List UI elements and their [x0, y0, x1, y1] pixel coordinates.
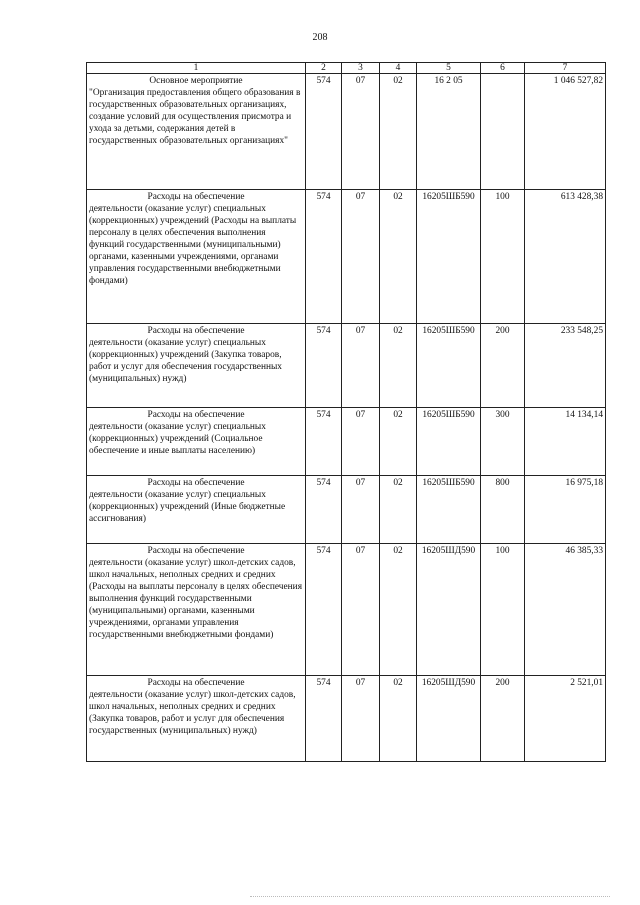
scan-artifact-line	[250, 896, 610, 900]
row-col-2: 574	[306, 74, 342, 190]
budget-table	[86, 62, 606, 762]
row-col-7: 613 428,38	[525, 190, 606, 324]
row-description: Расходы на обеспечение деятельности (оказание услуг) специальных (коррекционных) учреждений (Расходы на выплаты персоналу в целях обеспечения выполнения функций государственными (муниципальными) органами, казенными учреждениями, органами управления государственными внебюджетными фондами)	[87, 190, 306, 324]
row-col-4: 02	[380, 324, 417, 408]
row-col-3: 07	[342, 190, 380, 324]
row-col-5: 16205ШБ590	[417, 476, 481, 544]
row-col-2: 574	[306, 324, 342, 408]
row-col-5: 16205ШБ590	[417, 190, 481, 324]
header-col-5: 5	[417, 63, 481, 74]
table-row	[87, 74, 606, 190]
row-col-4: 02	[380, 544, 417, 676]
row-col-4: 02	[380, 676, 417, 762]
row-col-6	[481, 74, 525, 190]
table-row	[87, 544, 606, 676]
row-col-6: 300	[481, 408, 525, 476]
row-col-2: 574	[306, 676, 342, 762]
header-col-2: 2	[306, 63, 342, 74]
row-col-6: 200	[481, 676, 525, 762]
row-col-3: 07	[342, 324, 380, 408]
row-description: Расходы на обеспечение деятельности (оказание услуг) школ-детских садов, школ начальных, неполных средних и средних (Расходы на выплаты персоналу в целях обеспечения выполнения функций государственными (муниципальными) органами, казенными учреждениями, органами управления государственными внебюджетными фондами)	[87, 544, 306, 676]
table-header-row	[87, 63, 606, 74]
table-row	[87, 676, 606, 762]
row-col-2: 574	[306, 544, 342, 676]
row-col-5: 16205ШБ590	[417, 408, 481, 476]
row-description: Расходы на обеспечение деятельности (оказание услуг) специальных (коррекционных) учреждений (Иные бюджетные ассигнования)	[87, 476, 306, 544]
row-col-5: 16205ШД590	[417, 544, 481, 676]
row-col-2: 574	[306, 408, 342, 476]
header-col-7: 7	[525, 63, 606, 74]
row-description: Расходы на обеспечение деятельности (оказание услуг) школ-детских садов, школ начальных, неполных средних и средних (Закупка товаров, работ и услуг для обеспечения государственных (муниципальных) нужд)	[87, 676, 306, 762]
row-col-3: 07	[342, 544, 380, 676]
row-col-3: 07	[342, 74, 380, 190]
row-col-4: 02	[380, 74, 417, 190]
row-col-4: 02	[380, 408, 417, 476]
row-col-7: 46 385,33	[525, 544, 606, 676]
table-row	[87, 190, 606, 324]
row-col-6: 100	[481, 544, 525, 676]
row-col-4: 02	[380, 190, 417, 324]
header-col-3: 3	[342, 63, 380, 74]
row-col-3: 07	[342, 408, 380, 476]
row-col-4: 02	[380, 476, 417, 544]
row-description: Расходы на обеспечение деятельности (оказание услуг) специальных (коррекционных) учреждений (Закупка товаров, работ и услуг для обеспечения государственных (муниципальных) нужд)	[87, 324, 306, 408]
row-description: Основное мероприятие "Организация предоставления общего образования в государственных образовательных организациях, создание условий для осуществления присмотра и ухода за детьми, содержания детей в государственных образовательных организациях"	[87, 74, 306, 190]
table-row	[87, 324, 606, 408]
row-col-7: 233 548,25	[525, 324, 606, 408]
row-col-3: 07	[342, 476, 380, 544]
table-row	[87, 408, 606, 476]
row-col-7: 14 134,14	[525, 408, 606, 476]
row-col-7: 16 975,18	[525, 476, 606, 544]
page-number: 208	[312, 32, 328, 43]
header-col-6: 6	[481, 63, 525, 74]
row-col-5: 16 2 05	[417, 74, 481, 190]
header-col-4: 4	[380, 63, 417, 74]
row-col-2: 574	[306, 190, 342, 324]
header-col-1: 1	[87, 63, 306, 74]
row-col-7: 2 521,01	[525, 676, 606, 762]
table-row	[87, 476, 606, 544]
row-col-5: 16205ШД590	[417, 676, 481, 762]
row-description: Расходы на обеспечение деятельности (оказание услуг) специальных (коррекционных) учреждений (Социальное обеспечение и иные выплаты населению)	[87, 408, 306, 476]
row-col-6: 200	[481, 324, 525, 408]
row-col-6: 800	[481, 476, 525, 544]
row-col-7: 1 046 527,82	[525, 74, 606, 190]
row-col-3: 07	[342, 676, 380, 762]
row-col-5: 16205ШБ590	[417, 324, 481, 408]
row-col-2: 574	[306, 476, 342, 544]
row-col-6: 100	[481, 190, 525, 324]
